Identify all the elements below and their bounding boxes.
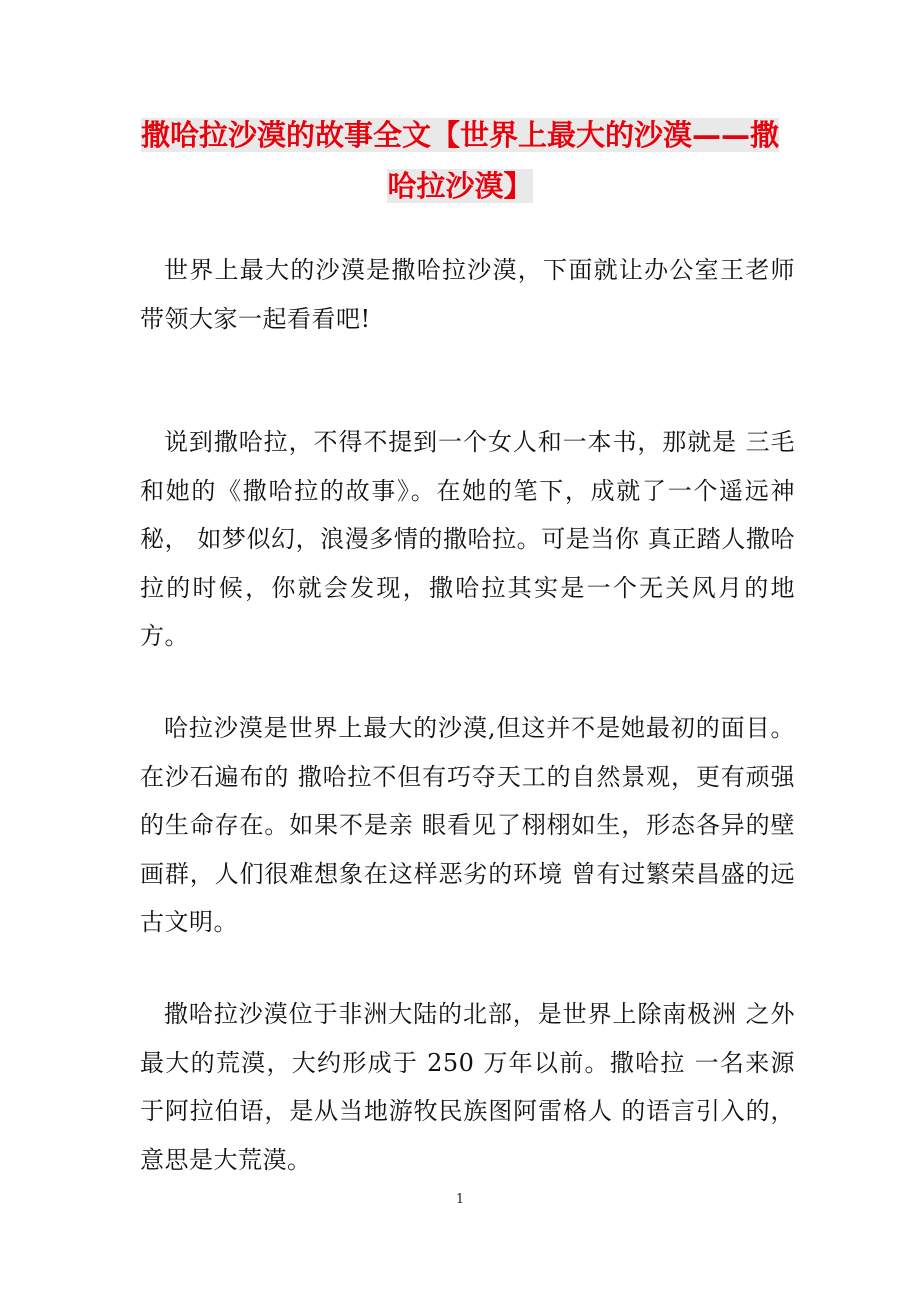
paragraph-murals: 哈拉沙漠是世界上最大的沙漠,但这并不是她最初的面目。在沙石遍布的 撒哈拉不但有巧夺天工的自然景观，更有顽强的生命存在。如果不是亲 眼看见了栩栩如生，形态各异的壁画群，人们很难想象在这样恶劣的环境 曾有过繁荣昌盛的远古文明。 — [140, 714, 795, 937]
page-number: 1 — [455, 1192, 465, 1207]
title-text: 撒哈拉沙漠的故事全文【世界上最大的沙漠——撒哈拉沙漠】 — [140, 118, 779, 203]
paragraph-intro: 世界上最大的沙漠是撒哈拉沙漠，下面就让办公室王老师带领大家一起看看吧! — [140, 256, 795, 333]
paragraph-location: 撒哈拉沙漠位于非洲大陆的北部，是世界上除南极洲 之外最大的荒漠，大约形成于 250 万年以前。撒哈拉 一名来源于阿拉伯语，是从当地游牧民族图阿雷格人 的语言引入的，意思是大荒漠。 — [140, 1000, 795, 1174]
document-title — [130, 110, 790, 212]
paragraph-sanmao: 说到撒哈拉，不得不提到一个女人和一本书，那就是 三毛和她的《撒哈拉的故事》。在她的笔下，成就了一个遥远神秘， 如梦似幻，浪漫多情的撒哈拉。可是当你 真正踏人撒哈拉的时候，你就会发现，撒哈拉其实是一个无关风月的地方。 — [140, 428, 795, 651]
